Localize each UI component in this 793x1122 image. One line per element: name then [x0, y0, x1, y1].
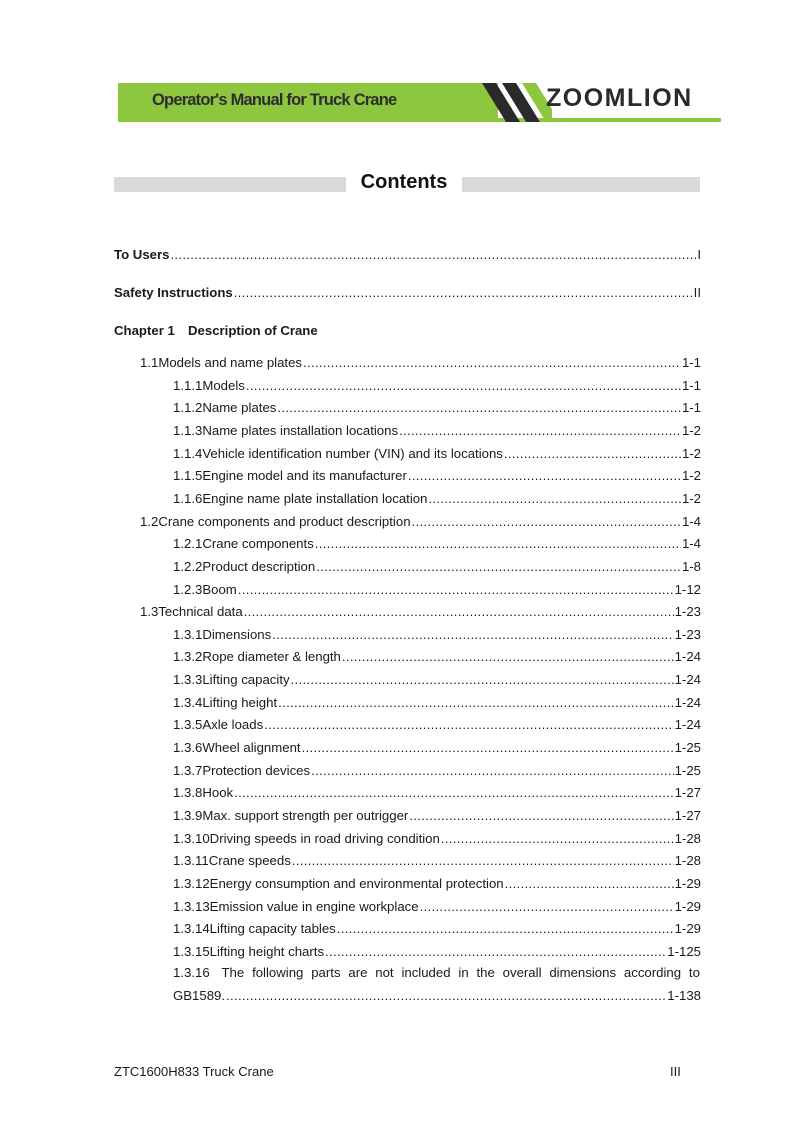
toc-entry-page: 1-28 — [674, 853, 701, 869]
toc-entry-number: 1.3.14 — [173, 921, 210, 937]
toc-entry-page: 1-24 — [674, 717, 701, 733]
toc-entry-number: 1.1.1 — [173, 377, 203, 393]
toc-leader — [303, 355, 681, 371]
toc-leader — [272, 627, 673, 643]
toc-entry-1-3-5[interactable] — [173, 717, 701, 733]
toc-entry-title: Wheel alignment — [202, 740, 301, 756]
toc-entry-page: 1-25 — [674, 762, 701, 778]
toc-entry-number: 1.3.1 — [173, 626, 203, 642]
toc-leader — [292, 853, 674, 869]
toc-entry-page: 1-25 — [674, 740, 701, 756]
toc-entry-page: 1-4 — [681, 513, 701, 529]
toc-entry-page: 1-1 — [681, 355, 701, 370]
toc-leader — [246, 378, 681, 394]
toc-entry-title: Models and name plates — [158, 355, 303, 370]
toc-leader — [234, 785, 673, 801]
toc-leader — [342, 649, 674, 665]
toc-entry-page: 1-29 — [674, 898, 701, 914]
toc-entry-title: Engine model and its manufacturer — [202, 468, 407, 484]
toc-entry-number: 1.1.4 — [173, 445, 203, 461]
toc-entry-title: Protection devices — [202, 762, 311, 778]
toc-entry-title: Dimensions — [202, 626, 272, 642]
toc-entry-title: Models — [202, 377, 245, 393]
toc-entry-title: Rope diameter & length — [202, 649, 341, 665]
toc-entry-1-3-13[interactable] — [173, 899, 701, 915]
toc-entry-1-3-10[interactable] — [173, 831, 701, 847]
contents-bar-right — [462, 177, 700, 192]
toc-entry-1-2-2[interactable] — [173, 559, 701, 575]
toc-entry-page: 1-24 — [674, 672, 701, 688]
toc-entry-1-3-16[interactable] — [173, 965, 700, 980]
toc-entry-page: 1-23 — [674, 604, 701, 620]
toc-leader — [420, 899, 674, 915]
toc-entry-word: The — [221, 965, 245, 980]
toc-entry-page: 1-125 — [667, 943, 701, 959]
toc-leader — [408, 468, 681, 484]
toc-entry-title: Crane components — [202, 536, 314, 552]
toc-entry-number: 1.3.11 — [173, 853, 209, 869]
logo-stripes-icon — [482, 83, 552, 123]
toc-entry-title: Crane components and product description — [158, 513, 411, 529]
toc-leader — [278, 695, 673, 711]
toc-entry-number: 1.3 — [140, 604, 159, 620]
toc-leader — [412, 514, 681, 530]
toc-entry-page: I — [697, 247, 701, 262]
toc-entry-title: To Users — [114, 247, 170, 262]
toc-entry-word: according — [623, 965, 682, 980]
toc-entry-title: Emission value in engine workplace — [209, 898, 419, 914]
header-banner — [118, 83, 721, 123]
toc-leader — [291, 672, 674, 688]
toc-entry-1-3-14[interactable] — [173, 921, 701, 937]
toc-leader — [170, 247, 696, 263]
toc-entry-page: 1-8 — [681, 558, 701, 574]
toc-entry-1-1-4[interactable] — [173, 446, 701, 462]
toc-entry-title: Boom — [202, 581, 237, 597]
toc-entry-title: Technical data — [158, 604, 243, 620]
toc-entry-1-2[interactable] — [140, 514, 701, 530]
toc-entry-1-2-1[interactable] — [173, 536, 701, 552]
toc-entry-number: 1.1.5 — [173, 468, 203, 484]
toc-entry-1-1-5[interactable] — [173, 468, 701, 484]
toc-leader — [504, 446, 681, 462]
toc-entry-word: are — [348, 965, 368, 980]
toc-entry-number: 1.3.16 — [173, 965, 210, 980]
toc-entry-title: Max. support strength per outrigger — [202, 808, 409, 823]
toc-entry-title: Crane speeds — [208, 853, 291, 869]
toc-entry-title: Engine name plate installation location — [202, 490, 428, 506]
toc-leader — [302, 740, 674, 756]
toc-entry-number: 1.1 — [140, 355, 159, 370]
toc-entry-title: Lifting height charts — [209, 943, 325, 959]
toc-entry-title: Hook — [202, 785, 234, 801]
toc-entry-number: 1.2.1 — [173, 536, 203, 552]
footer-model: ZTC1600H833 Truck Crane — [114, 1064, 274, 1079]
toc-leader — [316, 559, 681, 575]
toc-entry-page: 1-2 — [681, 490, 701, 506]
contents-bar-left — [114, 177, 346, 192]
toc-entry-title: Lifting capacity — [202, 672, 290, 688]
toc-entry-1-3[interactable] — [140, 604, 701, 620]
toc-entry-word: the — [476, 965, 495, 980]
toc-entry-number: 1.1.2 — [173, 400, 203, 416]
toc-entry-number: 1.2 — [140, 513, 159, 529]
toc-leader — [441, 831, 674, 847]
contents-title: Contents — [360, 171, 448, 193]
toc-entry-number: 1.2.3 — [173, 581, 203, 597]
footer-page-number: III — [670, 1064, 681, 1079]
toc-entry-word: not — [375, 965, 394, 980]
toc-entry-1-3-2[interactable] — [173, 649, 701, 665]
toc-entry-number: 1.3.12 — [173, 875, 210, 891]
toc-entry-1-3-11[interactable] — [173, 853, 701, 869]
toc-entry-page: 1-2 — [681, 445, 701, 461]
toc-entry-word: following — [252, 965, 304, 980]
toc-entry-1-3-9[interactable] — [173, 808, 701, 824]
toc-leader — [315, 536, 681, 552]
toc-entry-page: 1-4 — [681, 536, 701, 552]
toc-entry-number: 1.3.5 — [173, 717, 203, 733]
toc-entry-title: Energy consumption and environmental protection — [209, 875, 504, 891]
toc-entry-number: 1.3.2 — [173, 649, 203, 665]
toc-entry-page: 1-24 — [674, 694, 701, 710]
toc-entry-page: 1-2 — [681, 422, 701, 438]
toc-entry-title: Safety Instructions — [114, 285, 233, 300]
toc-entry-page: 1-1 — [681, 400, 701, 416]
chapter-number: Chapter 1 — [114, 323, 175, 338]
toc-entry-title: Driving speeds in road driving condition — [209, 830, 440, 846]
toc-entry-1-3-1[interactable] — [173, 627, 701, 643]
toc-entry-word: overall — [502, 965, 542, 980]
toc-entry-page: 1-29 — [674, 921, 701, 937]
toc-leader — [399, 423, 681, 439]
toc-leader — [234, 285, 693, 301]
toc-entry-number: 1.3.15 — [173, 943, 210, 959]
toc-entry-number: 1.3.7 — [173, 762, 203, 778]
toc-leader — [325, 944, 666, 960]
toc-entry-word: included — [401, 965, 451, 980]
toc-entry-page: 1-28 — [674, 830, 701, 846]
toc-entry-page: 1-29 — [674, 875, 701, 891]
toc-entry-page: II — [693, 285, 701, 300]
toc-entry-1-3-8[interactable] — [173, 785, 701, 801]
toc-entry-title: Name plates — [202, 400, 277, 416]
toc-entry-1-3-7[interactable] — [173, 763, 701, 779]
toc-entry-1-3-15[interactable] — [173, 944, 701, 960]
toc-leader — [505, 876, 674, 892]
toc-entry-1-3-4[interactable] — [173, 695, 701, 711]
manual-title: Operator's Manual for Truck Crane — [152, 91, 397, 109]
toc-entry-number: 1.3.3 — [173, 672, 203, 688]
toc-entry-1-3-12[interactable] — [173, 876, 701, 892]
toc-entry-number: 1.3.8 — [173, 785, 203, 801]
toc-entry-1-1-6[interactable] — [173, 491, 701, 507]
toc-entry-number: 1.3.4 — [173, 694, 203, 710]
toc-entry-page: 1-12 — [674, 581, 701, 597]
toc-entry-title: Lifting height — [202, 694, 278, 710]
toc-entry-page: 1-27 — [674, 785, 701, 801]
toc-entry-title: Vehicle identification number (VIN) and its locations — [202, 445, 503, 461]
toc-entry-page: 1-24 — [674, 649, 701, 665]
toc-entry-page: 1-1 — [681, 377, 701, 393]
toc-leader — [311, 763, 673, 779]
toc-entry-1-1[interactable] — [140, 355, 701, 371]
toc-leader — [337, 921, 674, 937]
toc-entry-word: dimensions — [549, 965, 617, 980]
toc-entry-number: 1.3.9 — [173, 808, 203, 823]
toc-entry-number: 1.2.2 — [173, 558, 203, 574]
toc-entry-1-1-3[interactable] — [173, 423, 701, 439]
toc-leader — [244, 604, 674, 620]
toc-entry-1-3-16-continuation[interactable] — [173, 988, 701, 1004]
toc-entry-1-1-2[interactable] — [173, 400, 701, 416]
toc-leader — [428, 491, 681, 507]
toc-leader — [277, 400, 681, 416]
toc-entry-1-2-3[interactable] — [173, 582, 701, 598]
toc-entry-number: 1.3.10 — [173, 830, 210, 846]
toc-entry-page: 1-2 — [681, 468, 701, 484]
toc-entry-word: to — [688, 965, 700, 980]
toc-entry-number: 1.3.13 — [173, 898, 210, 914]
toc-entry-word: parts — [311, 965, 341, 980]
toc-leader — [264, 717, 673, 733]
chapter-title: Description of Crane — [188, 323, 318, 338]
toc-entry-1-1-1[interactable] — [173, 378, 701, 394]
toc-entry-1-3-6[interactable] — [173, 740, 701, 756]
brand-logo: ZOOMLION — [546, 84, 693, 112]
toc-leader — [238, 582, 674, 598]
toc-entry-page: 1-27 — [674, 808, 701, 823]
toc-entry-title: GB1589. — [173, 988, 226, 1003]
toc-entry-page: 1-23 — [674, 626, 701, 642]
toc-entry-number: 1.1.3 — [173, 422, 203, 438]
toc-entry-to-users[interactable] — [114, 247, 701, 263]
toc-leader — [226, 988, 666, 1004]
toc-leader — [409, 808, 673, 824]
toc-entry-safety-instructions[interactable] — [114, 285, 701, 301]
toc-entry-number: 1.3.6 — [173, 740, 203, 756]
toc-entry-title: Name plates installation locations — [202, 422, 399, 438]
toc-entry-number: 1.1.6 — [173, 490, 203, 506]
toc-entry-title: Product description — [202, 558, 316, 574]
toc-entry-title: Axle loads — [202, 717, 264, 733]
chapter-heading — [114, 323, 318, 338]
toc-entry-title: Lifting capacity tables — [209, 921, 336, 937]
toc-entry-1-3-3[interactable] — [173, 672, 701, 688]
toc-entry-word: in — [458, 965, 469, 980]
toc-entry-page: 1-138 — [667, 988, 701, 1003]
